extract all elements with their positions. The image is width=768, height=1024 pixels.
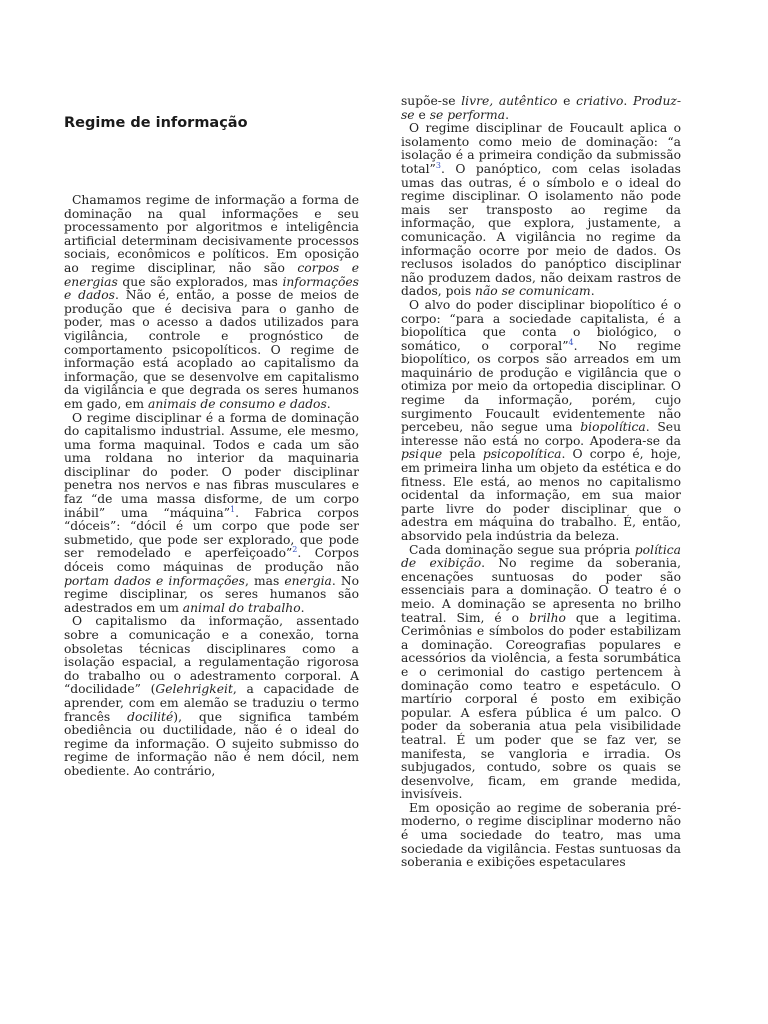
paragraph: O capitalismo da informação, assentado sobre a comunicação e a conexão, torna obsoletas técnicas disciplinares como a isolação espacial, a regulamentação rigorosa do trabalho ou o adestramento corporal. A “docilidade” (Gelehrigkeit, a capacidade de aprender, com em alemão se traduziu o termo francês docilité), que significa também obediência ou ductilidade, não é o ideal do regime da informação. O sujeito submisso do regime de informação não é nem dócil, nem obediente. Ao contrário,: [64, 614, 359, 778]
paragraph: supõe-se livre, autêntico e criativo. Produz-se e se performa.: [401, 94, 681, 122]
paragraph: O regime disciplinar de Foucault aplica o isolamento como meio de dominação: “a isolação é a primeira condição da submissão total”$^3$. O panóptico, com celas isoladas umas das outras, é o símbolo e o ideal do regime disciplinar. O isolamento não pode mais ser transposto ao regime da informação, que explora, justamente, a comunicação. A vigilância no regime da informação ocorre por meio de dados. Os reclusos isolados do panóptico disciplinar não produzem dados, não deixam rastros de dados, pois não se comunicam.: [401, 121, 681, 299]
paragraph: O alvo do poder disciplinar biopolítico é o corpo: “para a sociedade capitalista, é a biopolítica que conta o biológico, o somático, o corporal”$^4$. No regime biopolítico, os corpos são arreados em um maquinário de produção e vigilância que o otimiza por meio da ortopedia disciplinar. O regime da informação, porém, cujo surgimento Foucault evidentemente não percebeu, não segue uma biopolítica. Seu interesse não está no corpo. Apodera-se da psique pela psicopolítica. O corpo é, hoje, em primeira linha um objeto da estética e do fitness. Ele está, ao menos no capitalismo ocidental da informação, em sua maior parte livre do poder disciplinar que o adestra em máquina do trabalho. É, então, absorvido pela indústria da beleza.: [401, 297, 681, 543]
paragraph: Chamamos regime de informação a forma de dominação na qual informações e seu processamento por algoritmos e inteligência artificial determinam decisivamente processos sociais, econômicos e políticos. Em oposição ao regime disciplinar, não são corpos e energias que são explorados, mas informações e dados. Não é, então, a posse de meios de produção que é decisiva para o ganho de poder, mas o acesso a dados utilizados para vigilância, controle e prognóstico de comportamento psicopolíticos. O regime de informação está acoplado ao capitalismo da informação, que se desenvolve em capitalismo da vigilância e que degrada os seres humanos em gado, em animais de consumo e dados.: [64, 193, 359, 411]
section-heading: Regime de informação: [64, 115, 248, 131]
paragraph: O regime disciplinar é a forma de dominação do capitalismo industrial. Assume, ele mesmo, uma forma maquinal. Todos e cada um são uma roldana no interior da maquinaria disciplinar do poder. O poder disciplinar penetra nos nervos e nas fibras musculares e faz “de uma massa disforme, de um corpo inábil” uma “máquina”$^1$. Fabrica corpos “dóceis”: “dócil é um corpo que pode ser submetido, que pode ser explorado, que pode ser remodelado e aperfeiçoado”$^2$. Corpos dóceis como máquinas de produção não portam dados e informações, mas energia. No regime disciplinar, os seres humanos são adestrados em um animal do trabalho.: [64, 410, 360, 615]
paragraph: Em oposição ao regime de soberania pré-moderno, o regime disciplinar moderno não é uma sociedade do teatro, mas uma sociedade da vigilância. Festas suntuosas da soberania e exibições espetaculares: [401, 800, 681, 870]
right-column: [401, 95, 681, 870]
paragraph: Cada dominação segue sua própria política de exibição. No regime da soberania, encenações suntuosas do poder são essenciais para a dominação. O teatro é o meio. A dominação se apresenta no brilho teatral. Sim, é o brilho que a legitima. Cerimônias e símbolos do poder estabilizam a dominação. Coreografias populares e acessórios da violência, a festa sorumbática e o cerimonial do castigo pertencem à dominação como teatro e espetáculo. O martírio corporal é posto em exibição popular. A esfera pública é um palco. O poder da soberania atua pela visibilidade teatral. É um poder que se faz ver, se manifesta, se vangloria e irradia. Os subjugados, contudo, sobre os quais se desenvolve, ficam, em grande medida, invisíveis.: [401, 542, 681, 802]
left-column: [64, 194, 359, 779]
